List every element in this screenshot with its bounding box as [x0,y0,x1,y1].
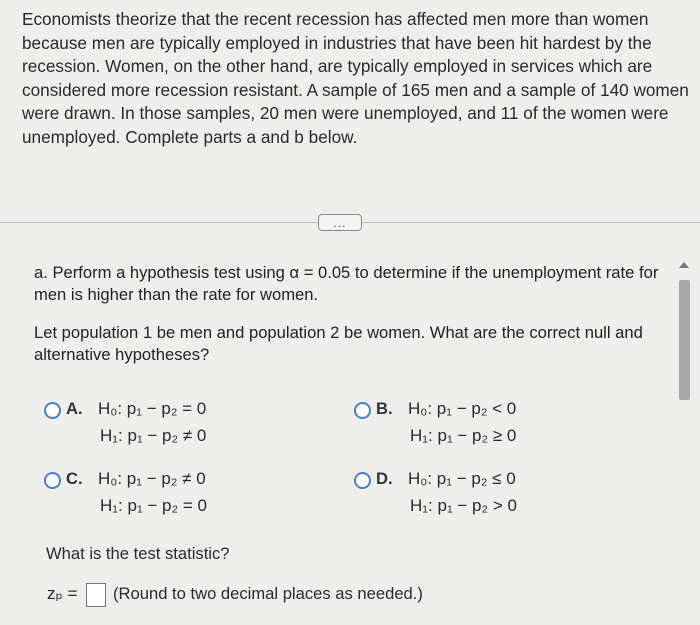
h0-expression: p₁ − p₂ = 0 [126,399,207,418]
zp-label: zₚ = [47,584,78,603]
part-a [34,262,664,366]
null-hypothesis [408,398,516,420]
h1-label: H₁: [100,426,123,445]
h1-label: H₁: [410,426,433,445]
h0-expression: p₁ − p₂ ≠ 0 [126,469,206,488]
part-a-prompt: a. Perform a hypothesis test using α = 0.05 to determine if the unemployment rate for men is higher than the rate for women. [34,263,659,304]
scroll-up-icon[interactable] [679,262,689,268]
alternative-hypothesis [410,425,516,447]
scrollbar-thumb[interactable] [679,280,690,400]
radio-icon[interactable] [44,402,61,419]
scrollbar[interactable] [676,250,692,625]
alternative-hypothesis [410,495,517,517]
h1-expression: p₁ − p₂ ≥ 0 [437,426,517,445]
problem-statement: Economists theorize that the recent recession has affected men more than women because men are typically employed in industries that have been hit hardest by the recession. Women, on the other hand, are typically employed in services which are considered more recession resistant. A sample of 165 men and a sample of 140 women were drawn. In those samples, 20 men were unemployed, and 11 of the women were unemployed. Complete parts a and b below. [22,9,689,147]
h1-expression: p₁ − p₂ > 0 [437,496,517,515]
radio-icon[interactable] [354,472,371,489]
test-statistic-input[interactable] [86,583,106,607]
expand-button[interactable]: ... [318,214,362,231]
null-hypothesis [98,468,206,490]
alternative-hypothesis [100,495,207,517]
option-letter: A. [66,399,83,418]
option-letter: B. [376,399,393,418]
h1-expression: p₁ − p₂ = 0 [127,496,207,515]
h0-expression: p₁ − p₂ < 0 [436,399,517,418]
alternative-hypothesis [100,425,206,447]
rounding-note: (Round to two decimal places as needed.) [113,584,423,603]
h0-label: H₀: [408,469,433,488]
h0-expression: p₁ − p₂ ≤ 0 [436,469,516,488]
h1-expression: p₁ − p₂ ≠ 0 [127,426,207,445]
null-hypothesis [98,398,206,420]
h0-label: H₀: [408,399,433,418]
h0-label: H₀: [98,399,123,418]
option-letter: D. [376,469,393,488]
radio-icon[interactable] [354,402,371,419]
option-a[interactable] [44,398,304,450]
test-statistic-question: What is the test statistic? [46,544,230,563]
hypotheses-question: Let population 1 be men and population 2 be women. What are the correct null and alternative hypotheses? [34,323,643,364]
option-b[interactable] [354,398,614,450]
option-letter: C. [66,469,83,488]
null-hypothesis [408,468,516,490]
option-c[interactable] [44,468,304,520]
h1-label: H₁: [100,496,123,515]
h0-label: H₀: [98,469,123,488]
option-d[interactable] [354,468,614,520]
h1-label: H₁: [410,496,433,515]
radio-icon[interactable] [44,472,61,489]
